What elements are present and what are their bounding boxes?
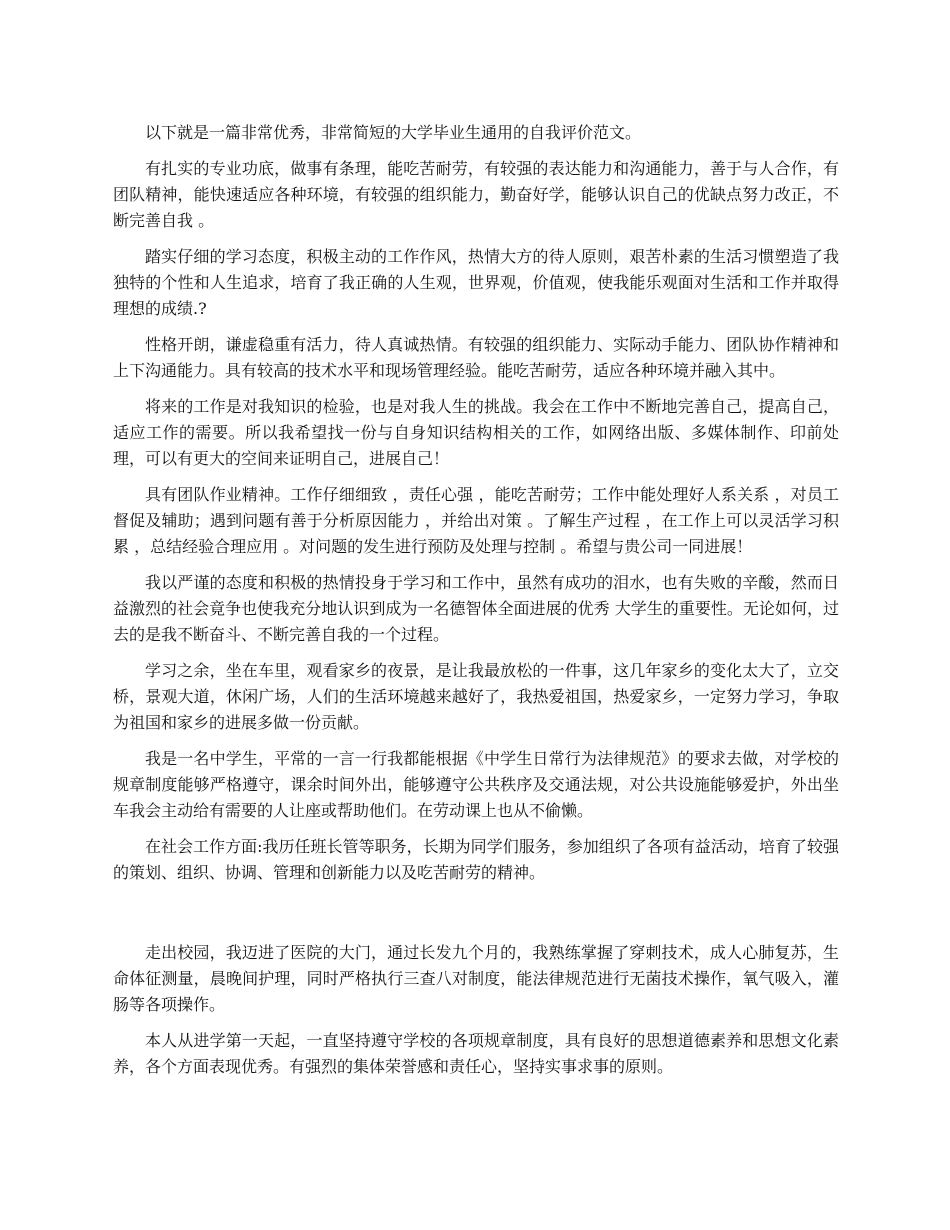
- paragraph-rigorous-attitude: 我以严谨的态度和积极的热情投身于学习和工作中，虽然有成功的泪水，也有失败的辛酸，然而日益激烈的社会竟争也使我充分地认识到成为一名德智体全面进展的优秀 大学生的重要性。无论如何，过去的是我不断奋斗、不断完善自我的一个过程。: [113, 573, 839, 644]
- paragraph-hospital-practice: 走出校园，我迈进了医院的大门，通过长发九个月的，我熟练掌握了穿刺技术，成人心肺复苏，生命体征测量，晨晚间护理，同时严格执行三查八对制度，能法律规范进行无菌技术操作，氧气吸入，灌肠等各项操作。: [113, 943, 839, 1014]
- paragraph-school-rules: 本人从进学第一天起，一直坚持遵守学校的各项规章制度，具有良好的思想道德素养和思想文化素养，各个方面表现优秀。有强烈的集体荣誉感和责任心，坚持实事求事的原则。: [113, 1031, 839, 1076]
- paragraph-personality: 性格开朗，谦虚稳重有活力，待人真诚热情。有较强的组织能力、实际动手能力、团队协作精神和上下沟通能力。具有较高的技术水平和现场管理经验。能吃苦耐劳，适应各种环境并融入其中。: [113, 335, 839, 380]
- paragraph-intro: 以下就是一篇非常优秀，非常简短的大学毕业生通用的自我评价范文。: [145, 123, 642, 142]
- paragraph-future-work: 将来的工作是对我知识的检验，也是对我人生的挑战。我会在工作中不断地完善自己，提高自己，适应工作的需要。所以我希望找一份与自身知识结构相关的工作，如网络出版、多媒体制作、印前处理，可以有更大的空间来证明自己，进展自己！: [113, 397, 839, 468]
- paragraph-student-conduct: 我是一名中学生，平常的一言一行我都能根据《中学生日常行为法律规范》的要求去做，对学校的规章制度能够严格遵守，课余时间外出，能够遵守公共秩序及交通法规，对公共设施能够爱护，外出坐车我会主动给有需要的人让座或帮助他们。在劳动课上也从不偷懒。: [113, 749, 839, 820]
- paragraph-study-attitude: 踏实仔细的学习态度，积极主动的工作作风，热情大方的待人原则，艰苦朴素的生活习惯塑造了我独特的个性和人生追求，培育了我正确的人生观，世界观，价值观，使我能乐观面对生活和工作并取得理想的成绩.?: [113, 247, 839, 318]
- paragraph-professional-skills: 有扎实的专业功底，做事有条理，能吃苦耐劳，有较强的表达能力和沟通能力，善于与人合作，有团队精神，能快速适应各种环境，有较强的组织能力，勤奋好学，能够认识自己的优缺点努力改正，不断完善自我 。: [113, 159, 839, 230]
- paragraph-social-work: 在社会工作方面:我历任班长管等职务，长期为同学们服务，参加组织了各项有益活动，培育了较强的策划、组织、协调、管理和创新能力以及吃苦耐劳的精神。: [113, 837, 839, 882]
- paragraph-teamwork: 具有团队作业精神。工作仔细细致 ，责任心强 ，能吃苦耐劳；工作中能处理好人系关系 ，对员工督促及辅助；遇到问题有善于分析原因能力 ，并给出对策 。了解生产过程 ，在工作上可以灵活学习积累 ，总结经验合理应用 。对问题的发生进行预防及处理与控制 。希望与贵公司一同进展！: [113, 485, 839, 556]
- section-gap: [113, 896, 839, 940]
- paragraph-hometown: 学习之余，坐在车里，观看家乡的夜景，是让我最放松的一件事，这几年家乡的变化太大了，立交桥，景观大道，休闲广场，人们的生活环境越来越好了，我热爱祖国，热爱家乡，一定努力学习，争取为祖国和家乡的进展多做一份贡献。: [113, 661, 839, 732]
- document-body: [113, 120, 839, 1090]
